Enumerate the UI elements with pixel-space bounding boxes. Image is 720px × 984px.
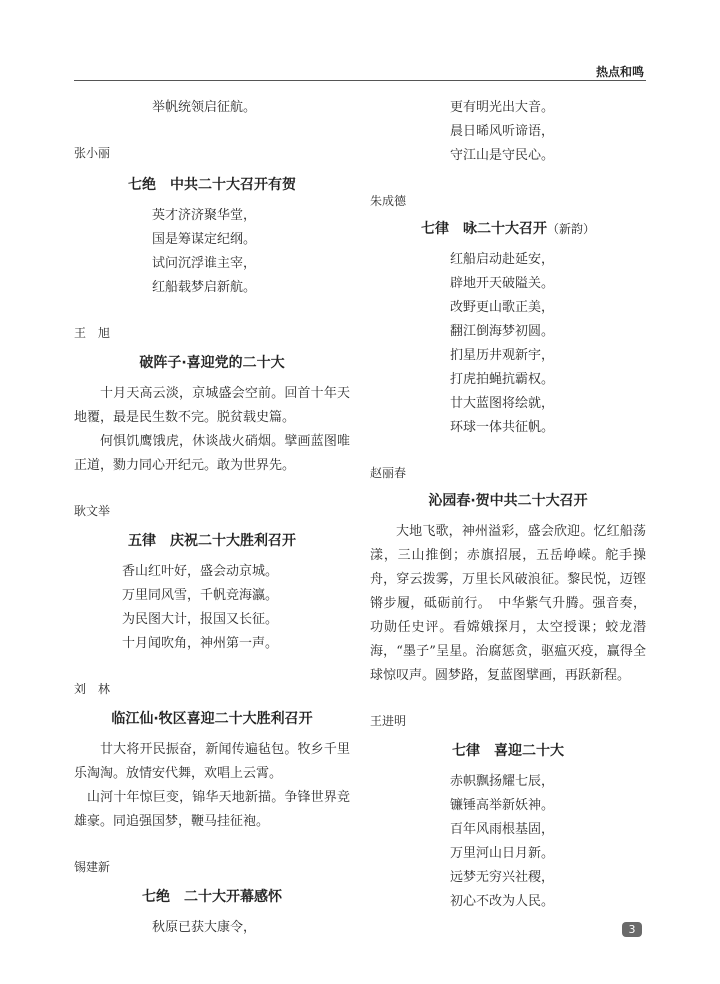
poem-paragraph: 廿大将开民振奋，新闻传遍毡包。牧乡千里乐淘淘。放情安代舞，欢唱上云霄。 (74, 742, 350, 781)
poem-line: 改野更山歌正美， (450, 300, 555, 315)
poem-line: 守江山是守民心。 (450, 148, 555, 163)
header-section-title: 热点和鸣 (595, 65, 644, 79)
poem-title (370, 216, 646, 242)
poem-line: 打虎拍蝇抗霸权。 (450, 372, 555, 387)
poem-line: 为民图大计，报国又长征。 (122, 612, 279, 627)
poem-line: 国是筹谋定纪纲。 (152, 232, 257, 247)
poem-author: 刘 林 (74, 682, 111, 696)
poem-line: 十月闻吹角，神州第一声。 (122, 636, 279, 651)
poem-line: 举帆统领启征航。 (152, 100, 257, 115)
poem-body (74, 560, 350, 656)
poem-line: 环球一体共征帆。 (450, 420, 555, 435)
poem-title: 破阵子·喜迎党的二十大 (139, 355, 285, 371)
poem-line: 辟地开天破隘关。 (450, 276, 555, 291)
poem-line: 扪星历井观新宇， (450, 348, 555, 363)
poem-line: 英才济济聚华堂， (152, 208, 257, 223)
poem-line: 万里同风雪，千帆竞海瀛。 (122, 588, 279, 603)
poem-line: 红船启动赴延安， (450, 252, 555, 267)
poem-line: 秋原已获大康令， (152, 920, 257, 935)
poem-body (370, 96, 646, 168)
poem-line: 红船载梦启新航。 (152, 280, 257, 295)
poem-title: 七律 喜迎二十大 (452, 743, 564, 759)
poem-paragraph: 何惧饥鹰饿虎，休谈战火硝烟。擘画蓝图唯正道，勠力同心开纪元。敢为世界先。 (74, 434, 350, 473)
poem-title: 七绝 中共二十大召开有贺 (128, 177, 296, 193)
page-number-badge: 3 (622, 922, 642, 937)
left-column (74, 96, 350, 940)
poem-author: 王 旭 (74, 326, 111, 340)
poem-line: 百年风雨根基固， (450, 822, 555, 837)
poem-line: 翻江倒海梦初圆。 (450, 324, 555, 339)
poem-author: 锡建新 (74, 860, 111, 874)
poem-author: 朱成德 (370, 194, 407, 208)
poem-title: 沁园春·贺中共二十大召开 (428, 493, 588, 509)
poem-author: 王进明 (370, 714, 407, 728)
poem-line: 赤帜飘扬耀七辰， (450, 774, 555, 789)
poem-body (370, 248, 646, 440)
poem-line: 镰锤高举新妖神。 (450, 798, 555, 813)
poem-line: 廿大蓝图将绘就， (450, 396, 555, 411)
poem-line: 万里河山日月新。 (450, 846, 555, 861)
right-column (370, 96, 646, 914)
poem-title: 临江仙·牧区喜迎二十大胜利召开 (111, 711, 313, 727)
poem-author: 耿文举 (74, 504, 111, 518)
poem-paragraph: 十月天高云淡，京城盛会空前。回首十年天地覆，最是民生数不完。脱贫载史篇。 (74, 386, 350, 425)
poem-line: 晨日晞风听谛语， (450, 124, 555, 139)
header-rule (74, 80, 646, 81)
poem-title: 七绝 二十大开幕感怀 (142, 889, 282, 905)
poem-line: 初心不改为人民。 (450, 894, 555, 909)
poem-body (370, 770, 646, 914)
poem-paragraph: 大地飞歌，神州溢彩，盛会欣迎。忆红船荡漾，三山推倒；赤旗招展，五岳峥嵘。舵手操舟，穿云拨雾，万里长风破浪征。黎民悦，迈铿锵步履，砥砺前行。 中华紫气升腾。强音奏，功勋任史评。看嫦娥探月，太空授课；蛟龙潜海，“墨子”呈星。治腐惩贪，驱瘟灭疫，赢得全球惊叹声。圆梦路，复蓝图擘画，再跃新程。 (370, 524, 646, 683)
poem-body (74, 204, 350, 300)
poem-line: 香山红叶好，盛会动京城。 (122, 564, 279, 579)
poem-title-note: （新韵） (546, 222, 595, 236)
poem-paragraph: 山河十年惊巨变，锦华天地新描。争锋世界竞雄豪。同追强国梦，鞭马挂征袍。 (74, 790, 350, 829)
poem-title: 五律 庆祝二十大胜利召开 (128, 533, 296, 549)
poem-line: 远梦无穷兴社稷， (450, 870, 555, 885)
poem-author: 张小丽 (74, 146, 111, 160)
poem-author: 赵丽春 (370, 466, 407, 480)
poem-line: 试问沉浮谁主宰， (152, 256, 257, 271)
poem-title-text: 七律 咏二十大召开 (420, 221, 547, 237)
poem-line: 更有明光出大音。 (450, 100, 555, 115)
